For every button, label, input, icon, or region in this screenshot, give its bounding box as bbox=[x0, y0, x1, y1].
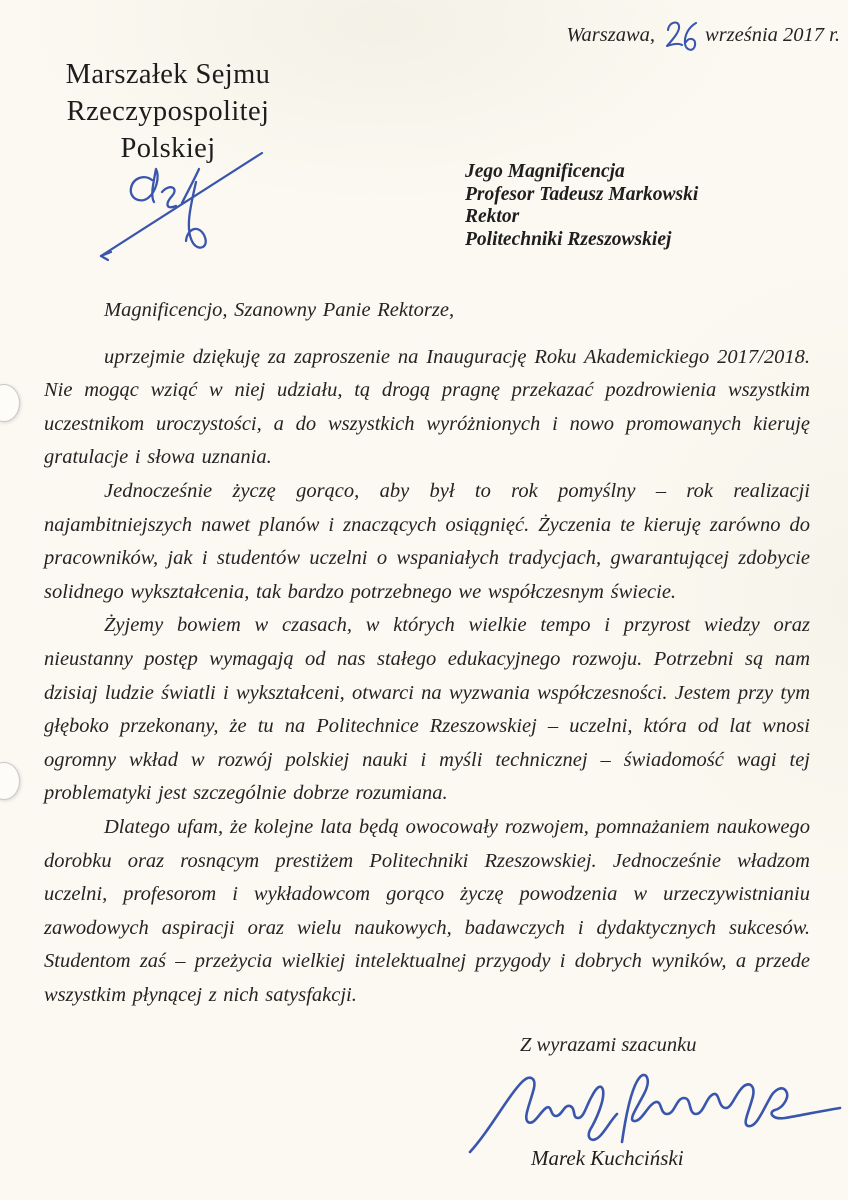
letterhead-line2: Rzeczypospolitej Polskiej bbox=[66, 96, 270, 164]
signature-scribble-icon bbox=[464, 1056, 846, 1156]
paragraph-4: Dlatego ufam, że kolejne lata będą owocowały rozwojem, pomnażaniem naukowego dorobku oraz rosnącym prestiżem Politechniki Rzeszowskiej. Jednocześnie władzom uczelni, profesorom i wykładowcom gorąco życzę powodzenia w urzeczywistnianiu zawodowych aspiracji oraz wielu naukowych, badawczych i dydaktycznych sukcesów. Studentom zaś – przeżycia wielkiej intelektualnej przygody i dobrych wyników, a przede wszystkim płynącej z nich satysfakcji. bbox=[44, 815, 810, 1006]
recipient-line: Rektor bbox=[465, 206, 520, 228]
recipient-line: Profesor Tadeusz Markowski bbox=[465, 183, 699, 205]
salutation: Magnificencjo, Szanowny Panie Rektorze, bbox=[104, 299, 455, 321]
signer-name: Marek Kuchciński bbox=[531, 1146, 684, 1170]
punch-hole bbox=[0, 762, 20, 800]
date-city: Warszawa, bbox=[566, 24, 656, 46]
valediction: Z wyrazami szacunku bbox=[520, 1034, 697, 1056]
paragraph-2: Jednocześnie życzę gorąco, aby był to rok pomyślny – rok realizacji najambitniejszych nawet planów i znaczących osiągnięć. Życzenia te kieruję zarówno do pracowników, jak i studentów uczelni o wspaniałych tradycjach, gwarantującej zdobycie solidnego wykształcenia, tak bardzo potrzebnego we współczesnym świecie. bbox=[44, 479, 810, 603]
punch-hole bbox=[0, 384, 20, 422]
date-rest: września 2017 r. bbox=[705, 24, 840, 46]
paraph-mark-icon bbox=[86, 146, 276, 268]
recipient-line: Politechniki Rzeszowskiej bbox=[465, 228, 672, 250]
letterhead-line1: Marszałek Sejmu bbox=[65, 59, 271, 90]
paragraph-1: uprzejmie dziękuję za zaproszenie na Inaugurację Roku Akademickiego 2017/2018. Nie mogąc wziąć w niej udziału, tą drogą pragnę przekazać pozdrowienia wszystkim uczestnikom uroczystości, a do wszystkich wyróżnionych i nowo promowanych kieruję gratulacje i słowa uznania. bbox=[44, 345, 810, 469]
date-line bbox=[566, 22, 840, 59]
recipient-line: Jego Magnificencja bbox=[465, 161, 625, 182]
letter-body bbox=[44, 294, 810, 1012]
paragraph-3: Żyjemy bowiem w czasach, w których wielkie tempo i przyrost wiedzy oraz nieustanny postęp wymagają od nas stałego edukacyjnego rozwoju. Potrzebni są nam dzisiaj ludzie światli i wykształceni, otwarci na wyzwania współczesności. Jestem przy tym głęboko przekonany, że tu na Politechnice Rzeszowskiej – uczelni, która od lat wnosi ogromny wkład w rozwój polskiej nauki i myśli technicznej – świadomość wagi tej problematyki jest szczególnie dobrze rozumiana. bbox=[44, 614, 810, 805]
recipient-block bbox=[465, 161, 698, 251]
handwritten-day-26-icon bbox=[661, 15, 703, 59]
